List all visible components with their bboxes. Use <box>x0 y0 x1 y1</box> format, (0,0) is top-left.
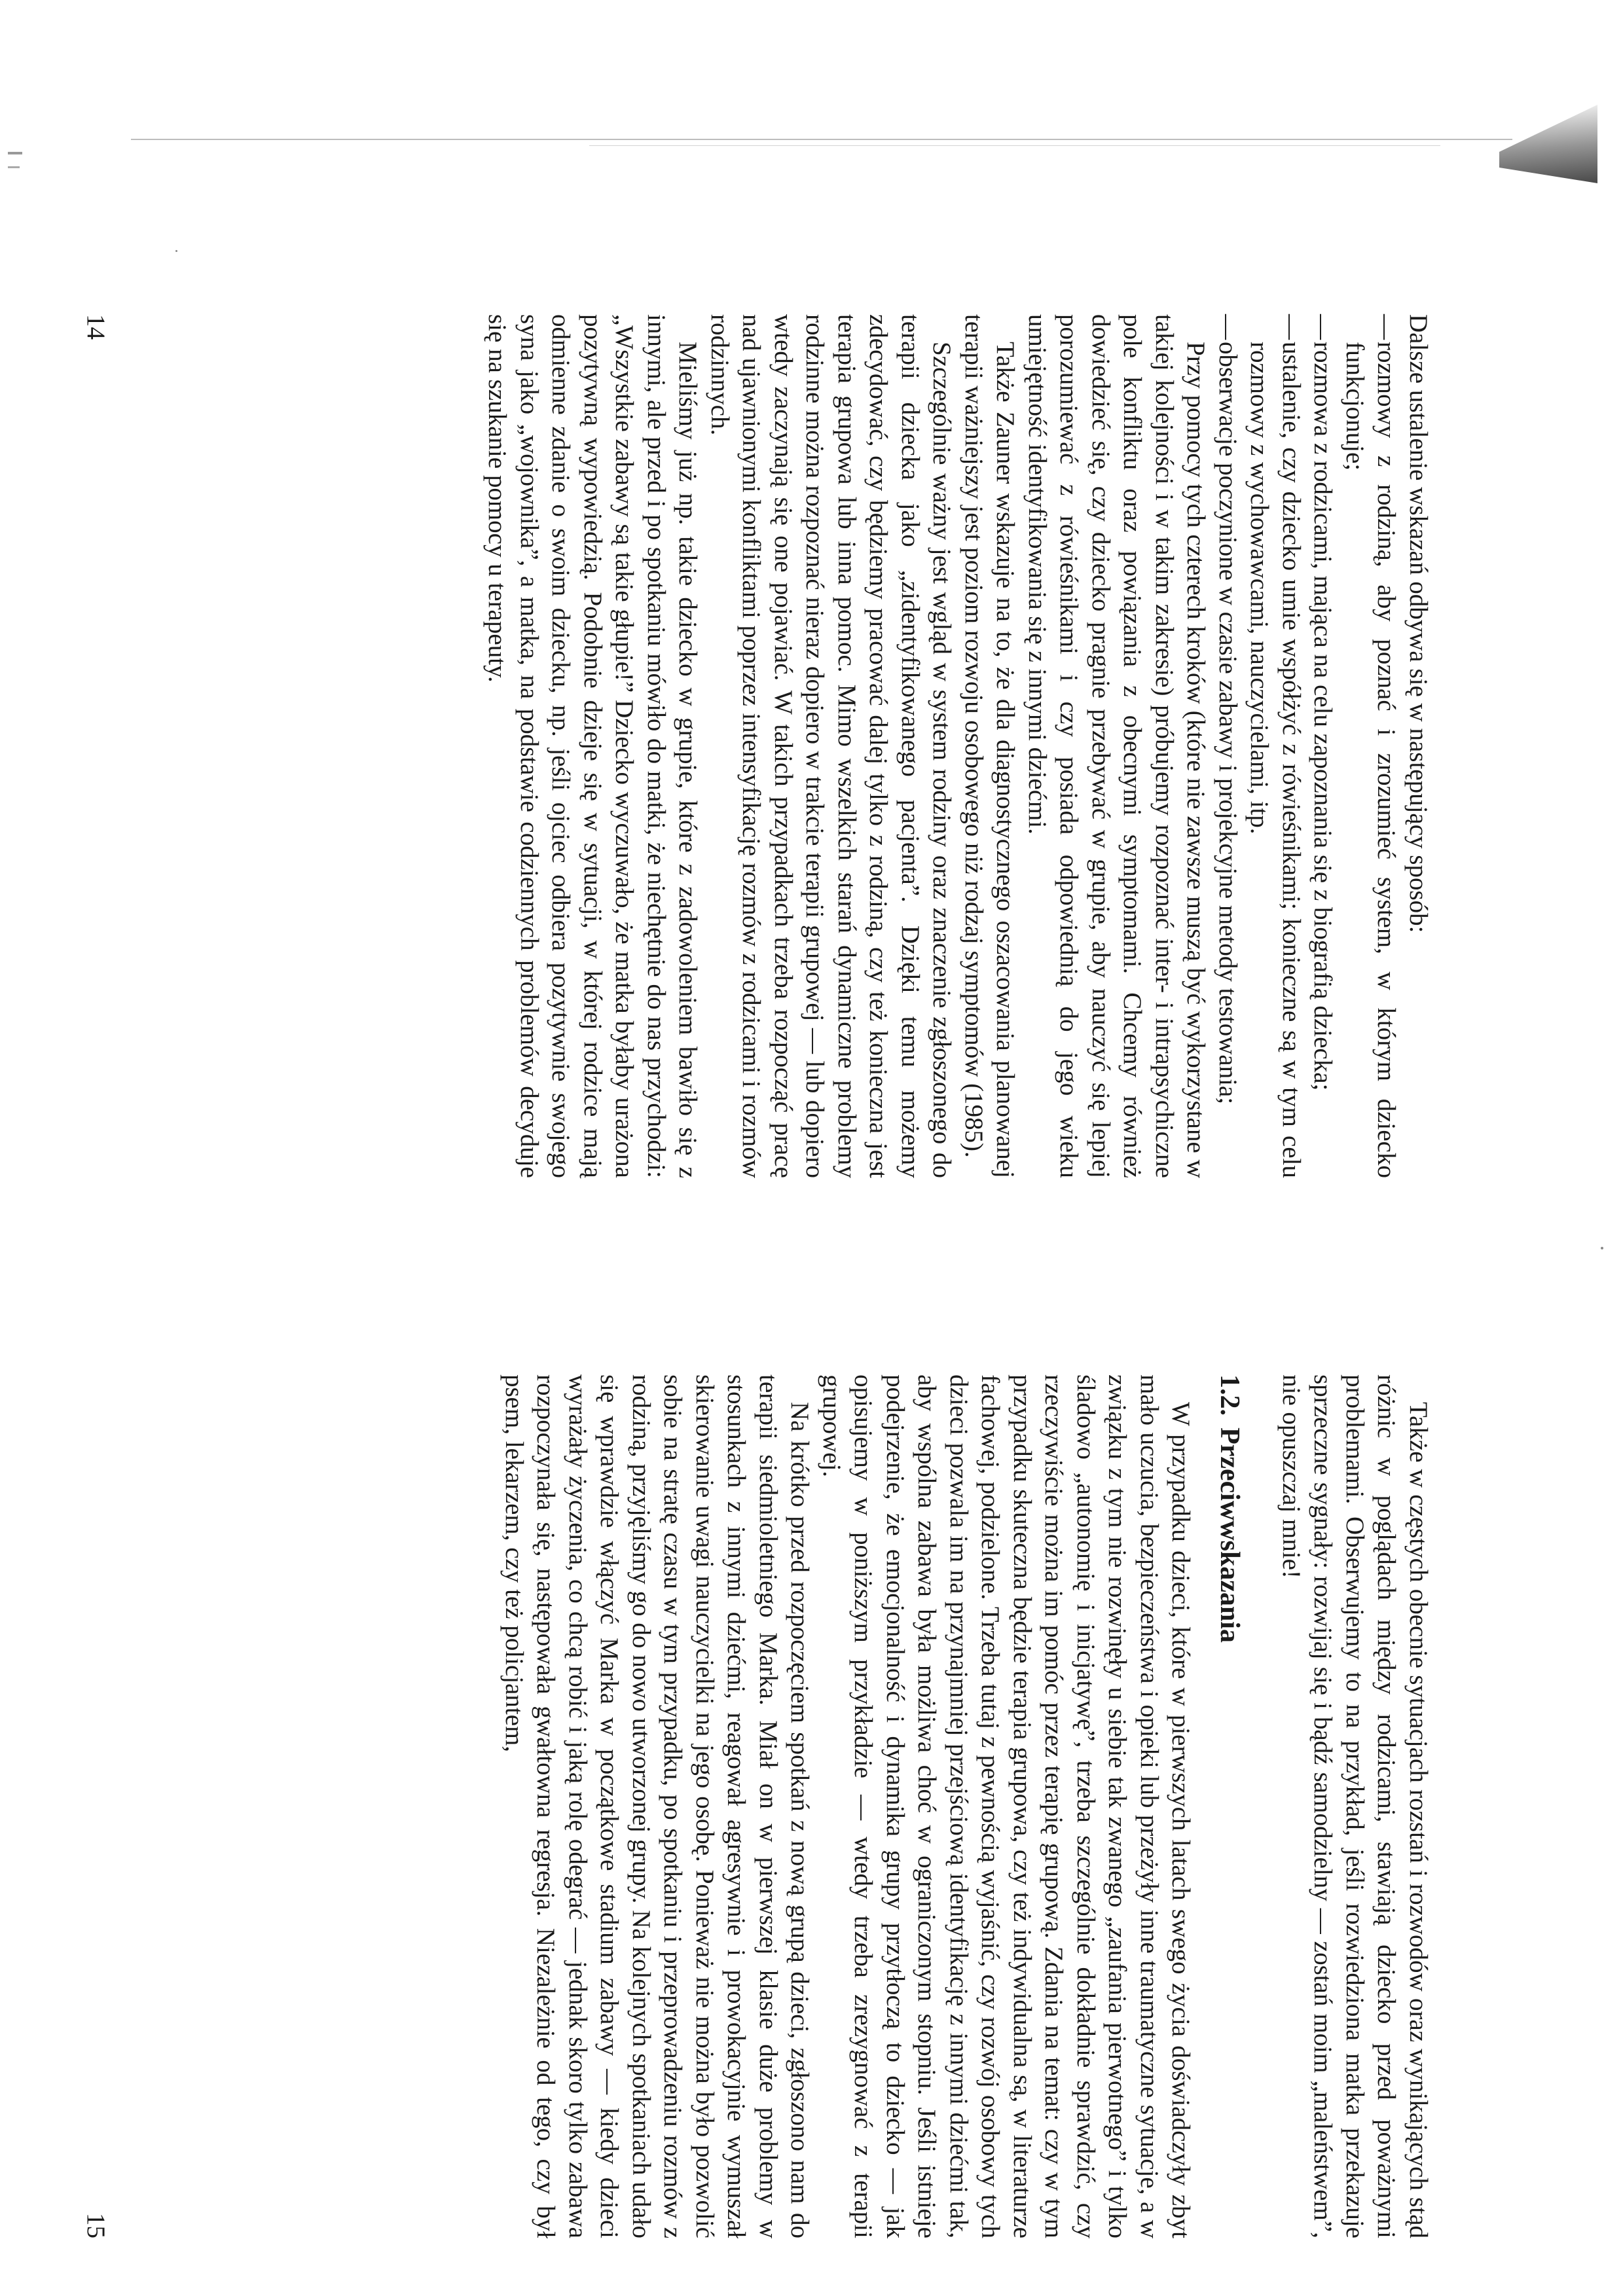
scan-shadow <box>1499 105 1597 183</box>
scan-edge-line <box>131 139 1512 140</box>
list-item: — rozmowa z rodzicami, mająca na celu zapoznania się z biografią dziecka; <box>1307 314 1339 1178</box>
scan-speck <box>175 250 177 252</box>
section-heading <box>1214 1374 1247 2238</box>
paragraph: Szczególnie ważny jest wgląd w system rodziny oraz znaczenie zgłoszonego do terapii dziecka jako „zidentyfikowanego pacjenta”. Dzięki temu możemy zdecydować, czy będziemy pracować dalej tylko z rodziną, czy też konieczna jest terapia grupowa lub inna pomoc. Mimo wszelkich starań dynamiczne problemy rodzinne można rozpoznać nieraz dopiero w trakcie terapii grupowej — lub dopiero wtedy zaczynają się one pojawiać. W takich przypadkach trzeba rozpocząć pracę nad ujawnionymi konfliktami poprzez intensyfikację rozmów z rodzicami i rozmów rodzinnych. <box>706 314 957 1178</box>
page-14 <box>82 314 1434 1178</box>
paragraph: W przypadku dzieci, które w pierwszych latach swego życia doświadczyły zbyt mało uczucia, bezpieczeństwa i opieki lub przeżyły inne traumatyczne sytuacje, a w związku z tym nie rozwinęły u siebie tak zwanego „zaufania pierwotnego” i tylko śladowo „autonomię i inicjatywę”, trzeba szczególnie dokładnie sprawdzić, czy rzeczywiście można im pomóc przez terapię grupową. Zdania na temat: czy w tym przypadku skuteczna będzie terapia grupowa, czy też indywidualna są, w literaturze fachowej, podzielone. Trzeba tutaj z pewnością wyjaśnić, czy rozwój osobowy tych dzieci pozwala im na przynajmniej przejściową identyfikację z innymi dziećmi tak, aby wspólna zabawa była możliwa choć w ograniczonym stopniu. Jeśli istnieje podejrzenie, że emocjonalność i dynamika grupy przytłoczą to dziecko — jak opisujemy w poniższym przykładzie — wtedy trzeba zrezygnować z terapii grupowej. <box>818 1374 1195 2238</box>
list-item: — ustalenie, czy dziecko umie współżyć z rówieśnikami; konieczne są w tym celu rozmowy z wychowawcami, nauczycielami, itp. <box>1243 314 1307 1178</box>
scan-edge-line <box>589 145 1440 146</box>
section-title: Przeciwwskazania <box>1214 1427 1245 1643</box>
paragraph: Przy pomocy tych czterech kroków (które nie zawsze muszą być wykorzystane w takiej kolejności i w takim zakresie) próbujemy rozpoznać inter- i intrapsychiczne pole konfliktu oraz powiązania z obecnymi symptomami. Chcemy również dowiedzieć się, czy dziecko pragnie przebywać w grupie, aby nauczyć się lepiej porozumiewać z rówieśnikami i czy posiada odpowiednią do jego wieku umiejętność identyfikowania się z innymi dziećmi. <box>1023 314 1211 1178</box>
page-number: 15 <box>82 2213 110 2238</box>
indications-list <box>1212 314 1402 1178</box>
rotated-book-spread <box>82 314 1434 2251</box>
page-number: 14 <box>82 314 110 340</box>
scan-edge-mark <box>8 152 22 154</box>
list-item: — rozmowy z rodziną, aby poznać i zrozumieć system, w którym dziecko funkcjonuje; <box>1339 314 1402 1178</box>
paragraph: Na krótko przed rozpoczęciem spotkań z nową grupą dzieci, zgłoszono nam do terapii siedmioletniego Marka. Miał on w pierwszej klasie duże problemy w stosunkach z innymi dziećmi, reagował agresywnie i prowokacyjnie wymuszał skierowanie uwagi nauczycielki na jego osobę. Ponieważ nie można było pozwolić sobie na stratę czasu w tym przypadku, po spotkaniu i przeprowadzeniu rozmów z rodziną, przyjęliśmy go do nowo utworzonej grupy. Na kolejnych spotkaniach udało się wprawdzie włączyć Marka w początkowe stadium zabawy — kiedy dzieci wyrażały życzenia, co chcą robić i jaką rolę odegrać — jednak skoro tylko zabawa rozpoczynała się, następowała gwałtowna regresja. Niezależnie od tego, czy był psem, lekarzem, czy też policjantem, <box>500 1374 814 2238</box>
scan-speck <box>1601 1247 1603 1249</box>
list-item: — obserwacje poczynione w czasie zabawy i projekcyjne metody testowania; <box>1212 314 1244 1178</box>
scan-edge-mark <box>8 166 20 168</box>
page-15 <box>82 1374 1434 2238</box>
paragraph: Mieliśmy już np. takie dziecko w grupie, które z zadowoleniem bawiło się z innymi, ale przed i po spotkaniu mówiło do matki, że niechętnie do nas przychodzi: „Wszystkie zabawy są takie głupie!” Dziecko wyczuwało, że matka byłaby urażona pozytywną wypowiedzią. Podobnie dzieje się w sytuacji, w której rodzice mają odmienne zdanie o swoim dziecku, np. jeśli ojciec odbiera pozytywnie swojego syna jako „wojownika”, a matka, na podstawie codziennych problemów decyduje się na szukanie pomocy u terapeuty. <box>483 314 702 1178</box>
paragraph: Także w częstych obecnie sytuacjach rozstań i rozwodów oraz wynikających stąd różnic w poglądach między rodzicami, stawiają dziecko przed poważnymi problemami. Obserwujemy to na przykład, jeśli rozwiedziona matka przekazuje sprzeczne sygnały: rozwijaj się i bądź samodzielny — zostań moim „maleństwem”, nie opuszczaj mnie! <box>1277 1374 1432 2238</box>
paragraph: Także Zauner wskazuje na to, że dla diagnostycznego oszacowania planowanej terapii ważniejszy jest poziom rozwoju osobowego niż rodzaj symptomów (1985). <box>960 314 1020 1178</box>
indications-intro: Dalsze ustalenie wskazań odbywa się w następujący sposób: <box>1404 314 1432 933</box>
section-number: 1.2. <box>1214 1374 1245 1416</box>
